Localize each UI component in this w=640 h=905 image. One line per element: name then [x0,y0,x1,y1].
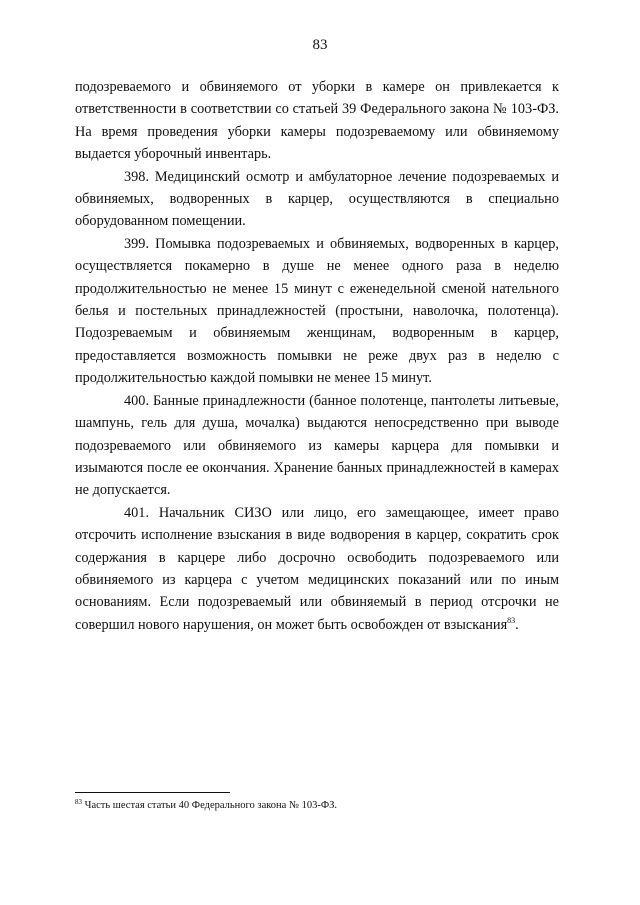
paragraph-401 [75,502,559,636]
paragraph-401-text: 401. Начальник СИЗО или лицо, его замещающее, имеет право отсрочить исполнение взыскания в виде водворения в карцер, сократить срок содержания в карцере либо досрочно освободить подозреваемого или обвиняемого из карцера с учетом медицинских показаний или по иным основаниям. Если подозреваемый или обвиняемый в период отсрочки не совершил нового нарушения, он может быть освобожден от взыскания [75,504,559,633]
paragraph-398: 398. Медицинский осмотр и амбулаторное лечение подозреваемых и обвиняемых, водворенных в карцер, осуществляются в специально оборудованном помещении. [75,168,559,230]
page-number: 83 [312,37,328,53]
footnote-text: Часть шестая статьи 40 Федерального закона № 103-ФЗ. [84,800,338,811]
body-text [75,76,559,636]
footnote-separator [75,792,230,793]
footnote-reference: 83 [507,615,516,625]
footnote [75,799,559,813]
paragraph-continuation: подозреваемого и обвиняемого от уборки в камере он привлекается к ответственности в соответствии со статьей 39 Федерального закона № 103-ФЗ. На время проведения уборки камеры подозреваемому или обвиняемому выдается уборочный инвентарь. [75,79,559,163]
footnote-marker: 83 [75,798,82,806]
paragraph-401-period: . [515,616,519,633]
paragraph-400: 400. Банные принадлежности (банное полотенце, пантолеты литьевые, шампунь, гель для душа, мочалка) выдаются непосредственно при выводе подозреваемого или обвиняемого из камеры карцера для помывки и изымаются после ее окончания. Хранение банных принадлежностей в камерах не допускается. [75,392,559,499]
paragraph-399: 399. Помывка подозреваемых и обвиняемых, водворенных в карцер, осуществляется покамерно в душе не менее одного раза в неделю продолжительностью не менее 15 минут с еженедельной сменой нательного белья и постельных принадлежностей (простыни, наволочка, полотенца). Подозреваемым и обвиняемым женщинам, водворенным в карцер, предоставляется возможность помывки не реже двух раз в неделю с продолжительностью каждой помывки не менее 15 минут. [75,235,559,387]
